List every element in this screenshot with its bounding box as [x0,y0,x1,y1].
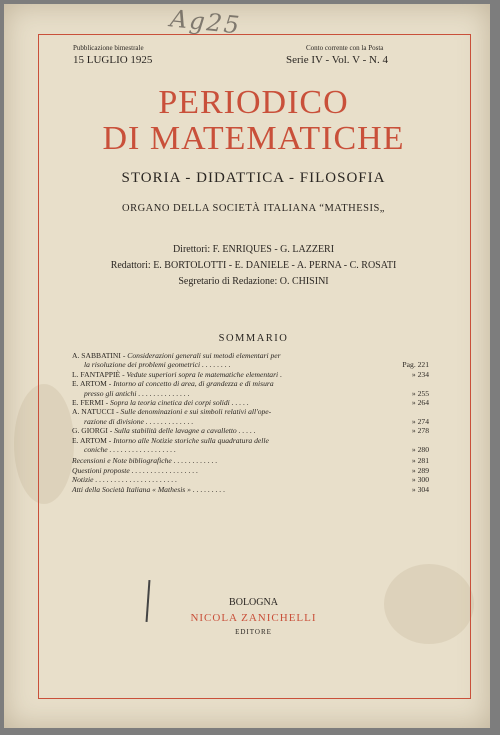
series-volume-number: Serie IV - Vol. V - N. 4 [286,54,388,66]
imprint-place: BOLOGNA [229,597,278,608]
toc-title-text: - Sulla stabilità delle lavagne a cavalletto . . . . . [109,426,256,436]
toc-page-number: » 255 [411,388,429,398]
toc-title-text: la risoluzione dei problemi geometrici . . . . . . . . [84,360,231,370]
toc-entry-line [72,379,429,388]
toc-entry [72,485,429,494]
toc-entry [72,466,429,475]
toc-entry [72,351,429,370]
toc-author: G. GIORGI [72,426,108,436]
toc-author: A. NATUCCI [72,407,115,417]
toc-entry [72,407,429,426]
toc-title-text: razione di divisione . . . . . . . . . . . . . [84,416,194,426]
toc-entry-line [72,351,429,360]
toc-entry [72,379,429,398]
toc-title-text: Questioni proposte . . . . . . . . . . . . . . . . . . [72,465,199,475]
toc-title-text: - Intorno al concetto di area, di grandezza e di misura [108,379,274,389]
organ-statement: ORGANO DELLA SOCIETÀ ITALIANA “MATHESIS„ [122,203,385,214]
toc-author: E. ARTOM [72,379,107,389]
toc-entry [72,456,429,465]
toc-entry-line [72,466,429,475]
toc-entry-line [72,370,429,379]
toc-title-text: - Intorno alle Notizie storiche sulla quadratura delle [108,435,269,445]
toc-entry [72,436,429,455]
toc-page-number: » 274 [411,416,429,426]
toc-page-number: » 289 [411,465,429,475]
imprint-publisher: NICOLA ZANICHELLI [190,612,317,624]
toc-author: E. ARTOM [72,435,107,445]
toc-page-number: » 280 [411,445,429,455]
toc-entry-line [72,445,429,454]
toc-title-text: coniche . . . . . . . . . . . . . . . . . . [84,445,176,455]
toc-entry [72,370,429,379]
toc-entry-line [72,485,429,494]
handwritten-note: Ag25 [168,4,243,40]
subtitle: STORIA - DIDATTICA - FILOSOFIA [121,170,386,186]
toc-title-text: Atti della Società Italiana « Mathesis » . . . . . . . . . [72,484,226,494]
toc-entry-line [72,426,429,435]
toc-page-number: » 304 [411,484,429,494]
toc-entry-line [72,417,429,426]
toc-entry-line [72,456,429,465]
editors: Redattori: E. BORTOLOTTI - E. DANIELE - A. PERNA - C. ROSATI [110,260,397,271]
secretary: Segretario di Redazione: O. CHISINI [178,276,329,287]
toc-entry-line [72,436,429,445]
toc-entry-line [72,360,429,369]
title-line-2: DI MATEMATICHE [102,120,405,157]
toc-author: E. FERMI [72,398,104,408]
toc-title-text: - Sopra la teoria cinetica dei corpi solidi . . . . . [105,398,249,408]
publication-frequency: Pubblicazione bimestrale [73,44,144,52]
toc-page-number: Pag. 221 [402,360,429,370]
title-line-1: PERIODICO [158,84,349,121]
directors: Direttori: F. ENRIQUES - G. LAZZERI [172,244,335,255]
toc-author: L. FANTAPPIÈ [72,369,121,379]
toc-entry-line [72,407,429,416]
toc-title-text: Notizie . . . . . . . . . . . . . . . . . . . . . . [72,475,178,485]
imprint-role: EDITORE [235,628,272,636]
toc-page-number: » 281 [411,456,429,466]
toc-entry [72,398,429,407]
toc-entry-line [72,389,429,398]
toc-title-text: - Vedute superiori sopra le matematiche elementari . [122,369,282,379]
toc-page-number: » 234 [411,369,429,379]
toc-entry [72,475,429,484]
sommario-heading: SOMMARIO [218,333,289,344]
toc-title-text: Recensioni e Note bibliografiche . . . . . . . . . . . . [72,456,218,466]
table-of-contents [72,351,429,494]
publication-date: 15 LUGLIO 1925 [73,54,153,66]
toc-entry [72,426,429,435]
toc-page-number: » 264 [411,398,429,408]
postal-account: Conto corrente con la Posta [306,44,384,52]
toc-author: A. SABBATINI [72,351,121,360]
toc-entry-line [72,398,429,407]
toc-page-number: » 300 [411,475,429,485]
toc-title-text: - Considerazioni generali sui metodi elementari per [122,351,281,360]
toc-title-text: presso gli antichi . . . . . . . . . . . . . . [84,388,190,398]
toc-page-number: » 278 [411,426,429,436]
toc-entry-line [72,475,429,484]
toc-title-text: - Sulle denominazioni e sui simboli relativi all'ope- [116,407,272,417]
